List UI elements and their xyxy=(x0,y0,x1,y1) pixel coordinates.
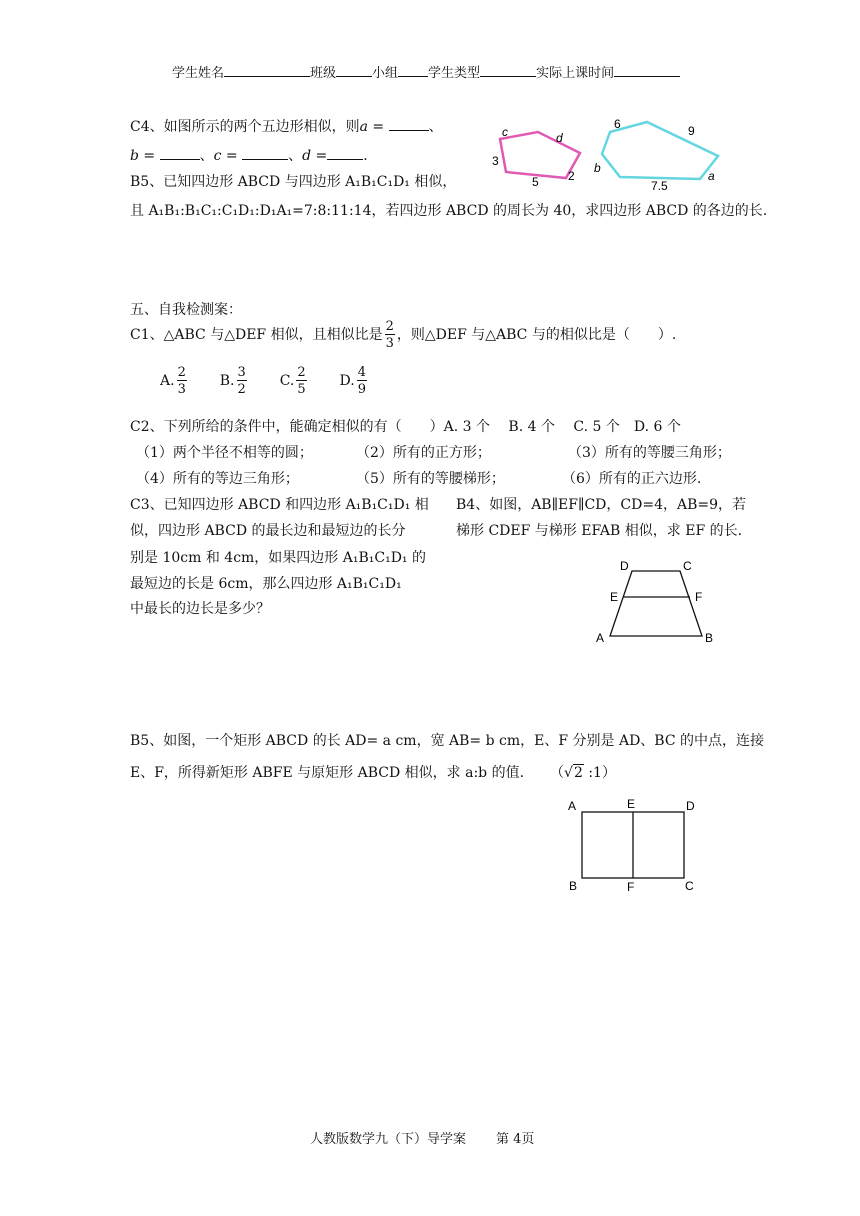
c4-question-line1: C4、如图所示的两个五边形相似，则a = 、 xyxy=(130,116,443,136)
label-6: 6 xyxy=(614,117,621,131)
b4-line2: 梯形 CDEF 与梯形 EFAB 相似，求 EF 的长. xyxy=(456,523,743,539)
c2-item-5: （5）所有的等腰梯形； xyxy=(356,471,505,487)
c1-options xyxy=(160,366,369,396)
student-info-header xyxy=(172,62,680,81)
option-b[interactable]: B. $\frac{3}{2}$ xyxy=(219,365,246,397)
type-label: 学生类型 xyxy=(428,66,481,81)
page-footer xyxy=(310,1128,534,1147)
label-a: a xyxy=(708,169,715,183)
label-B: B xyxy=(569,879,578,893)
label-D: D xyxy=(686,799,695,813)
label-F: F xyxy=(695,590,703,604)
label-5: 5 xyxy=(532,175,539,189)
answer-blank-b[interactable] xyxy=(160,145,200,160)
c2-question: C2、下列所给的条件中，能确定相似的有（ ）A. 3 个 B. 4 个 C. 5 个 D. 6 个 xyxy=(130,419,681,435)
name-label: 学生姓名 xyxy=(172,66,225,81)
fraction-2-3: $\frac{2}{3}$ xyxy=(385,319,394,351)
label-E: E xyxy=(627,797,636,811)
section-title: 五、自我检测案： xyxy=(130,302,242,318)
label-F: F xyxy=(627,880,635,894)
label-A: A xyxy=(568,799,577,813)
c2-item-1: （1）两个半径不相等的圆； xyxy=(136,445,313,461)
label-b: b xyxy=(594,161,601,175)
class-label: 班级 xyxy=(310,66,337,81)
label-A: A xyxy=(596,631,605,645)
group-blank[interactable] xyxy=(398,62,428,77)
label-9: 9 xyxy=(688,124,695,138)
c2-item-2: （2）所有的正方形； xyxy=(356,445,491,461)
c2-item-3: （3）所有的等腰三角形； xyxy=(568,445,731,461)
sqrt-symbol: √2 xyxy=(564,765,583,781)
label-7.5: 7.5 xyxy=(651,179,668,192)
trapezoid xyxy=(610,571,702,636)
label-D: D xyxy=(620,559,629,573)
c4-question-line2: b = 、c = 、d = . xyxy=(130,145,368,165)
c3-line4: 最短边的长是 6cm，那么四边形 A₁B₁C₁D₁ xyxy=(130,576,402,592)
label-2: 2 xyxy=(568,169,575,183)
time-label: 实际上课时间 xyxy=(536,66,615,81)
label-C: C xyxy=(683,559,692,573)
label-d: d xyxy=(556,131,563,145)
b5b-line1: B5、如图，一个矩形 ABCD 的长 AD= a cm，宽 AB= b cm，E、F 分别是 AD、BC 的中点，连接 xyxy=(130,733,765,749)
page-number: 第 4页 xyxy=(496,1132,535,1147)
group-label: 小组 xyxy=(372,66,399,81)
b5b-line2: E、F，所得新矩形 ABFE 与原矩形 ABCD 相似，求 a:b 的值. （√2 :1） xyxy=(130,765,616,781)
c3-line2: 似，四边形 ABCD 的最长边和最短边的长分 xyxy=(130,523,406,539)
c1-question: C1、△ABC 与△DEF 相似，且相似比是 $\frac{2}{3}$ ，则△DEF 与△ABC 与的相似比是（ ）. xyxy=(130,319,677,351)
answer-blank-d[interactable] xyxy=(327,145,363,160)
b5-question-line2: 且 A₁B₁:B₁C₁:C₁D₁:D₁A₁=7:8:11:14，若四边形 ABCD 的周长为 40，求四边形 ABCD 的各边的长. xyxy=(130,203,768,219)
similar-pentagons-figure xyxy=(486,112,736,192)
option-d[interactable]: D. $\frac{4}{9}$ xyxy=(339,365,367,397)
c3-line5: 中最长的边长是多少？ xyxy=(130,601,270,617)
type-blank[interactable] xyxy=(480,62,536,77)
c3-line3: 别是 10cm 和 4cm，如果四边形 A₁B₁C₁D₁ 的 xyxy=(130,550,426,566)
b4-line1: B4、如图，AB∥EF∥CD，CD=4，AB=9，若 xyxy=(456,497,747,513)
trapezoid-figure xyxy=(590,556,722,648)
footer-title: 人教版数学九（下）导学案 xyxy=(310,1132,467,1147)
label-B: B xyxy=(705,631,714,645)
answer-blank-c[interactable] xyxy=(242,145,288,160)
label-E: E xyxy=(610,590,619,604)
answer-blank-a[interactable] xyxy=(389,116,429,131)
time-blank[interactable] xyxy=(614,62,680,77)
rectangle-figure xyxy=(564,794,704,894)
name-blank[interactable] xyxy=(224,62,310,77)
c2-item-4: （4）所有的等边三角形； xyxy=(136,471,299,487)
b5-question-line1: B5、已知四边形 ABCD 与四边形 A₁B₁C₁D₁ 相似， xyxy=(130,174,457,190)
label-3: 3 xyxy=(492,154,499,168)
class-blank[interactable] xyxy=(336,62,372,77)
option-c[interactable]: C. $\frac{2}{5}$ xyxy=(279,365,306,397)
c3-line1: C3、已知四边形 ABCD 和四边形 A₁B₁C₁D₁ 相 xyxy=(130,497,429,513)
c2-item-6: （6）所有的正六边形. xyxy=(562,471,702,487)
option-a[interactable]: A. $\frac{2}{3}$ xyxy=(160,365,186,397)
label-C: C xyxy=(685,879,694,893)
label-c: c xyxy=(502,125,508,139)
